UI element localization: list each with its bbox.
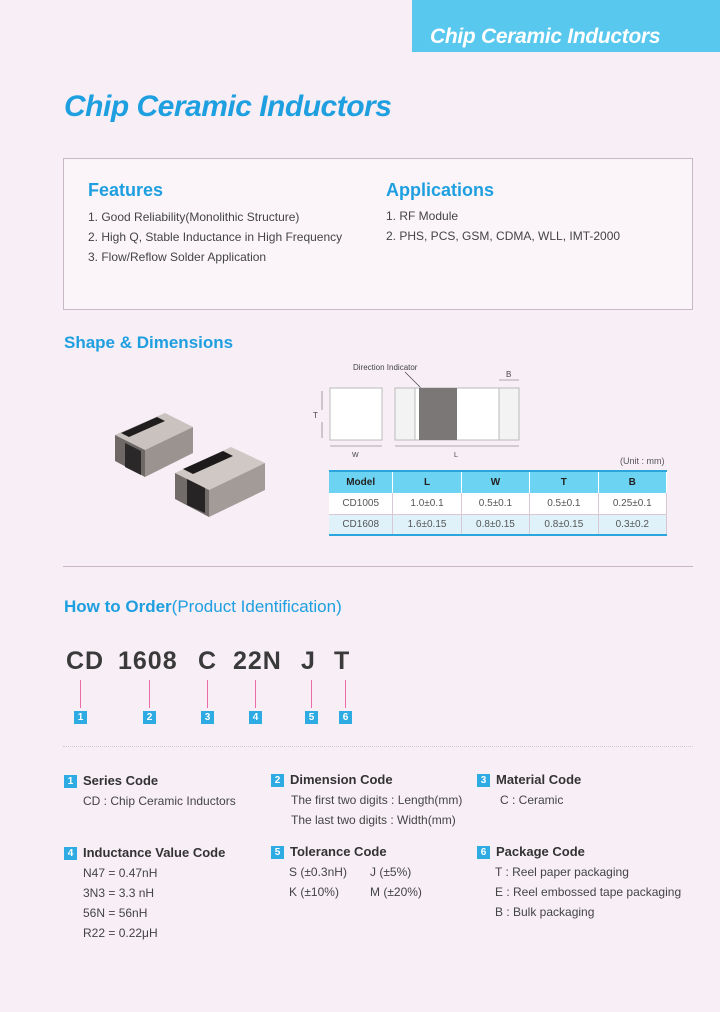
section-title: Inductance Value Code [83,845,226,860]
number-box: 1 [64,775,77,788]
number-box: 6 [477,846,490,859]
code-line: N47 = 0.47nH [83,866,158,880]
section-title: Package Code [496,844,585,859]
table-cell: 1.0±0.1 [393,493,461,514]
table-header: Model [329,471,393,493]
code-line: CD : Chip Ceramic Inductors [83,794,236,808]
label-l: L [454,452,458,459]
page-title: Chip Ceramic Inductors [64,90,392,123]
series-code-lines [83,791,236,811]
inductance-code-title [64,845,225,860]
table-cell: CD1608 [329,514,393,535]
code-line: J (±5%) [370,865,412,879]
code-line: C : Ceramic [500,793,564,807]
dimension-code-lines [291,790,462,830]
list-item: 3. Flow/Reflow Solder Application [88,250,267,264]
number-box: 2 [143,711,156,724]
package-code-lines [495,862,681,922]
code-connector [149,680,150,708]
dimension-table [329,470,667,536]
table-header-row [329,471,667,493]
unit-note: (Unit : mm) [620,456,665,466]
code-line: E : Reel embossed tape packaging [495,885,682,899]
package-code-title [477,844,585,859]
code-line: S (±0.3nH) [289,865,347,879]
table-header: T [530,471,598,493]
number-box: 4 [249,711,262,724]
code-part-material: C [198,647,218,675]
list-item: 1. RF Module [386,209,459,223]
list-item: 1. Good Reliability(Monolithic Structure) [88,210,300,224]
code-connector [311,680,312,708]
table-cell: 0.5±0.1 [461,493,529,514]
code-line: R22 = 0.22μH [83,926,158,940]
table-row [329,493,667,514]
table-row [329,514,667,535]
features-list [88,207,342,267]
code-connector [207,680,208,708]
number-box: 1 [74,711,87,724]
code-part-series: CD [66,647,105,675]
number-box: 5 [271,846,284,859]
section-title: Tolerance Code [290,844,387,859]
code-line: The last two digits : Width(mm) [291,813,456,827]
label-w: W [352,452,359,459]
table-cell: 0.25±0.1 [598,493,666,514]
code-part-dimension: 1608 [118,647,178,675]
code-connector [255,680,256,708]
dotted-divider [63,746,693,747]
section-title: Series Code [83,773,159,788]
header-title: Chip Ceramic Inductors [430,25,661,48]
number-box: 6 [339,711,352,724]
code-line: The first two digits : Length(mm) [291,793,463,807]
code-line: 56N = 56nH [83,906,148,920]
table-cell: 1.6±0.15 [393,514,461,535]
features-heading: Features [88,180,164,200]
section-title: Dimension Code [290,772,393,787]
tolerance-code-title [271,844,387,859]
shape-heading: Shape & Dimensions [64,333,234,352]
code-line: K (±10%) [289,885,339,899]
inductance-code-lines [83,863,158,943]
number-box: 2 [271,774,284,787]
table-cell: 0.8±0.15 [461,514,529,535]
order-heading-main: How to Order [64,597,172,616]
material-code-title [477,772,581,787]
code-part-tolerance: J [301,647,316,675]
code-part-package: T [334,647,351,675]
table-cell: 0.5±0.1 [530,493,598,514]
order-heading-sub: (Product Identification) [171,597,342,616]
code-part-inductance: 22N [233,647,282,675]
code-line: B : Bulk packaging [495,905,595,919]
number-box: 3 [477,774,490,787]
number-box: 5 [305,711,318,724]
number-box: 4 [64,847,77,860]
direction-indicator-label: Direction Indicator [353,363,418,372]
label-t: T [313,411,318,420]
code-line: T : Reel paper packaging [495,865,629,879]
table-header: L [393,471,461,493]
dimension-drawing [305,358,535,463]
table-cell: CD1005 [329,493,393,514]
code-connector [80,680,81,708]
tolerance-code-lines-2 [370,862,422,902]
dimension-code-title [271,772,393,787]
divider [63,566,693,567]
code-line: 3N3 = 3.3 nH [83,886,155,900]
list-item: 2. High Q, Stable Inductance in High Frequency [88,230,343,244]
section-title: Material Code [496,772,582,787]
table-cell: 0.8±0.15 [530,514,598,535]
list-item: 2. PHS, PCS, GSM, CDMA, WLL, IMT-2000 [386,229,621,243]
number-box: 3 [201,711,214,724]
series-code-title [64,773,158,788]
applications-heading: Applications [386,180,495,200]
code-connector [345,680,346,708]
code-line: M (±20%) [370,885,422,899]
table-header: W [461,471,529,493]
table-header: B [598,471,666,493]
table-cell: 0.3±0.2 [598,514,666,535]
order-heading [64,597,342,617]
material-code-lines [500,790,563,810]
applications-list [386,206,620,246]
label-b: B [506,370,512,379]
chip-photo [105,395,280,520]
header-bar [412,0,720,52]
tolerance-code-lines [289,862,347,902]
